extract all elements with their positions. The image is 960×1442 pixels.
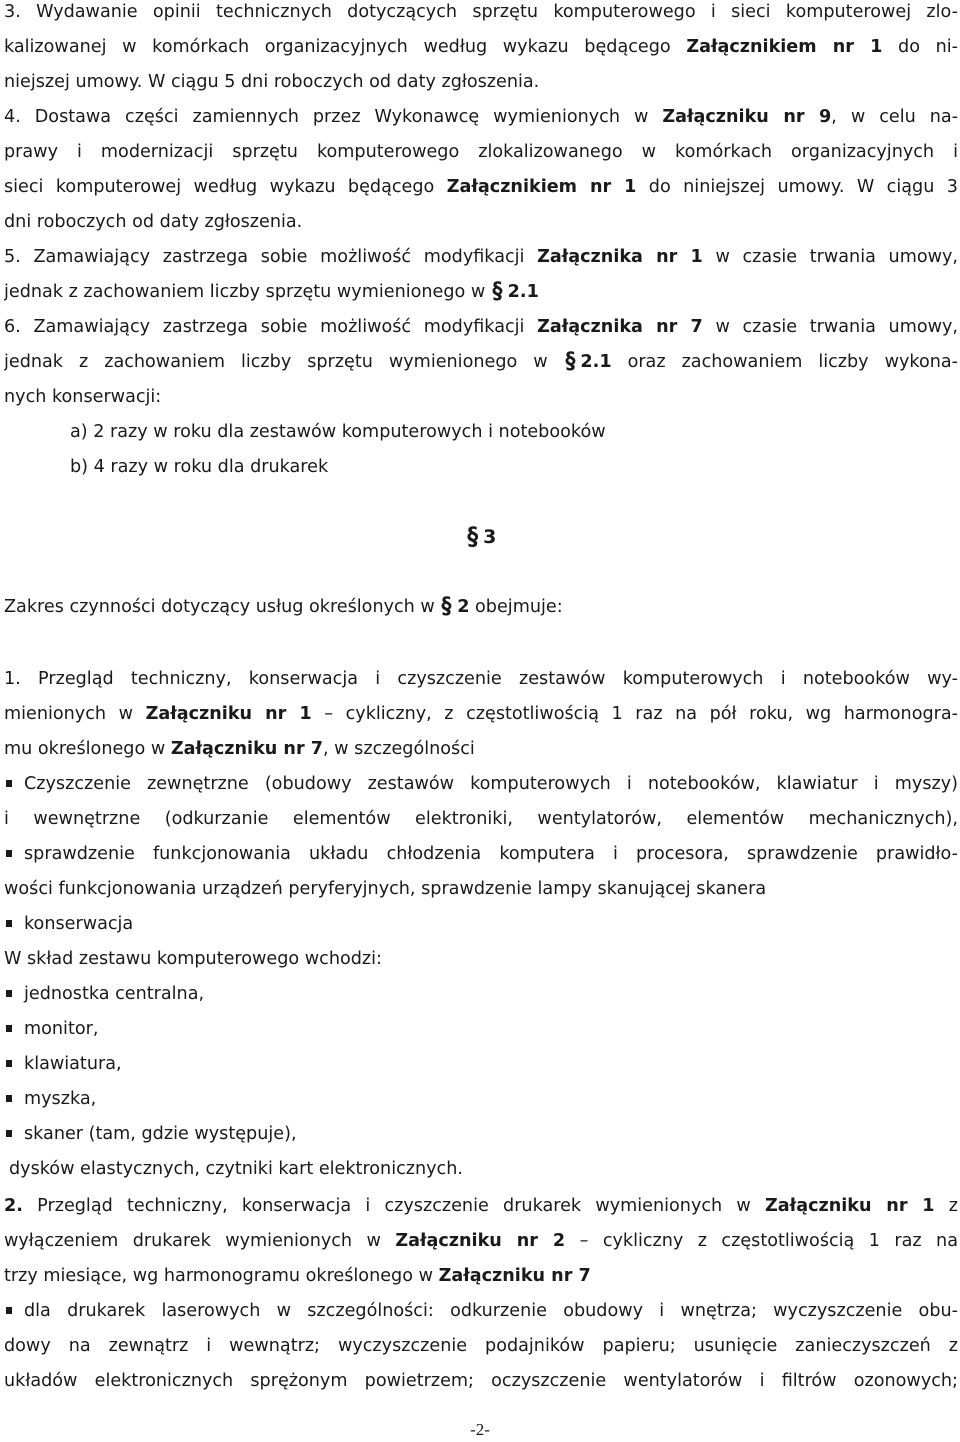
text: monitor, (24, 1019, 99, 1039)
text: do niniejszej umowy. W ciągu 3 (636, 177, 958, 197)
bold-reference: Załączniku nr 1 (145, 704, 312, 724)
set-item (4, 1012, 958, 1047)
text: Zakres czynności dotyczący usług określonych w (4, 597, 441, 617)
section-sign: § (466, 522, 478, 552)
bold-reference: Załączniku nr 7 (438, 1266, 591, 1286)
list-item-b: b) 4 razy w roku dla drukarek (70, 457, 329, 477)
bullet-icon (6, 1060, 12, 1067)
text: w czasie trwania umowy, (702, 247, 958, 267)
text: mu określonego w (4, 739, 171, 759)
section-sign: § (492, 278, 503, 305)
bold-reference: Załączniku nr 2 (395, 1231, 566, 1251)
bullet-check-line-1 (4, 837, 958, 872)
text: Przegląd techniczny, konserwacja i czyszczenie drukarek wymienionych w (22, 1196, 766, 1216)
text: wyłączeniem drukarek wymienionych w (4, 1231, 396, 1251)
section-sign: § (564, 348, 576, 375)
bullet-icon (6, 990, 12, 997)
bullet-icon (6, 1025, 12, 1032)
text: kalizowanej w komórkach organizacyjnych według wykazu będącego (4, 37, 687, 57)
bold-reference: Załącznika nr 1 (537, 247, 703, 267)
bullet-icon (6, 920, 12, 927)
paragraph-4-line-2: prawy i modernizacji sprzętu komputerowego zlokalizowanego w komórkach organizacyjnych i (4, 142, 958, 162)
paragraph-4-line-1 (4, 100, 958, 135)
text: Czyszczenie zewnętrzne (obudowy zestawów komputerowych i notebooków, klawiatur i myszy) (24, 774, 958, 794)
set-item (4, 977, 958, 1012)
text: oraz zachowaniem liczby wykona- (611, 352, 958, 372)
text: konserwacja (24, 914, 134, 934)
text: 6. Zamawiający zastrzega sobie możliwość modyfikacji (4, 317, 538, 337)
paragraph-6-line-2 (4, 345, 958, 380)
text: jednak z zachowaniem liczby sprzętu wymienionego w (4, 352, 564, 372)
paragraph-4-line-4: dni roboczych od daty zgłoszenia. (4, 212, 303, 232)
paragraph-3-line-3: niejszej umowy. W ciągu 5 dni roboczych od daty zgłoszenia. (4, 72, 540, 92)
bullet-laser-line-3: układów elektronicznych sprężonym powietrzem; oczyszczenie wentylatorów i filtrów ozonowych; (4, 1371, 958, 1391)
page-number: -2- (470, 1420, 490, 1439)
bullet-laser-line-1 (4, 1294, 958, 1329)
section-sign: § (441, 593, 452, 620)
text: mienionych w (4, 704, 146, 724)
text: – cykliczny, z częstotliwością 1 raz na pół roku, wg harmonogra- (311, 704, 958, 724)
bold-reference: Załącznika nr 7 (537, 317, 703, 337)
list-item-a: a) 2 razy w roku dla zestawów komputerowych i notebooków (70, 422, 606, 442)
item-2-line-1 (4, 1189, 958, 1224)
paragraph-4-line-3 (4, 170, 958, 205)
bold-reference: 2 (457, 597, 470, 617)
bold-reference: Załącznikiem nr 1 (446, 177, 637, 197)
bold-reference: Załączniku nr 1 (765, 1196, 935, 1216)
bullet-icon (6, 850, 12, 857)
set-tail: dysków elastycznych, czytniki kart elektronicznych. (9, 1159, 463, 1179)
item-1-line-3 (4, 732, 958, 767)
text: – cykliczny z częstotliwością 1 raz na (565, 1231, 958, 1251)
bullet-laser-line-2: dowy na zewnątrz i wewnątrz; wyczyszczenie podajników papieru; usunięcie zanieczyszczeń z (4, 1336, 958, 1356)
paragraph-3-line-2 (4, 30, 958, 65)
set-item (4, 1047, 958, 1082)
bullet-icon (6, 1095, 12, 1102)
paragraph-6-line-3: nych konserwacji: (4, 387, 162, 407)
text: skaner (tam, gdzie występuje), (24, 1124, 297, 1144)
text: klawiatura, (24, 1054, 122, 1074)
set-intro: W skład zestawu komputerowego wchodzi: (4, 949, 382, 969)
text: sieci komputerowej według wykazu będącego (4, 177, 447, 197)
paragraph-5-line-1 (4, 240, 958, 275)
text: do ni- (882, 37, 958, 57)
bullet-icon (6, 1130, 12, 1137)
section-heading (4, 520, 958, 555)
bullet-icon (6, 780, 12, 787)
item-2-line-3 (4, 1259, 958, 1294)
text: , w szczególności (323, 739, 475, 759)
text: 5. Zamawiający zastrzega sobie możliwość modyfikacji (4, 247, 538, 267)
paragraph-3-line-1: 3. Wydawanie opinii technicznych dotyczących sprzętu komputerowego i sieci komputerowej zlo- (4, 2, 958, 22)
set-item (4, 1117, 958, 1152)
scope-intro (4, 590, 958, 625)
text: dla drukarek laserowych w szczególności: odkurzenie obudowy i wnętrza; wyczyszczenie obu- (24, 1301, 958, 1321)
bold-reference: Załącznikiem nr 1 (686, 37, 883, 57)
bold-reference: Załączniku nr 9 (662, 107, 832, 127)
text: z (934, 1196, 958, 1216)
bullet-icon (6, 1307, 12, 1314)
text: obejmuje: (469, 597, 563, 617)
item-number: 2. (4, 1196, 23, 1216)
text: trzy miesiące, wg harmonogramu określonego w (4, 1266, 439, 1286)
bullet-cleaning-line-2: i wewnętrzne (odkurzanie elementów elektroniki, wentylatorów, elementów mechanicznych), (4, 809, 958, 829)
item-2-line-2 (4, 1224, 958, 1259)
bold-reference: 2.1 (580, 352, 612, 372)
text: 4. Dostawa części zamiennych przez Wykonawcę wymienionych w (4, 107, 663, 127)
text: , w celu na- (831, 107, 958, 127)
text: w czasie trwania umowy, (702, 317, 958, 337)
bold-reference: Załączniku nr 7 (170, 739, 323, 759)
paragraph-6-line-1 (4, 310, 958, 345)
text: jednostka centralna, (24, 984, 205, 1004)
section-number: 3 (483, 526, 497, 548)
set-item (4, 1082, 958, 1117)
bold-reference: 2.1 (507, 282, 539, 302)
text: myszka, (24, 1089, 97, 1109)
item-1-line-1: 1. Przegląd techniczny, konserwacja i czyszczenie zestawów komputerowych i notebooków wy- (4, 669, 958, 689)
bullet-maintenance (4, 907, 958, 942)
item-1-line-2 (4, 697, 958, 732)
text: sprawdzenie funkcjonowania układu chłodzenia komputera i procesora, sprawdzenie prawidło- (24, 844, 958, 864)
text: jednak z zachowaniem liczby sprzętu wymienionego w (4, 282, 491, 302)
paragraph-5-line-2 (4, 275, 958, 310)
bullet-cleaning-line-1 (4, 767, 958, 802)
bullet-check-line-2: wości funkcjonowania urządzeń peryferyjnych, sprawdzenie lampy skanującej skanera (4, 879, 767, 899)
